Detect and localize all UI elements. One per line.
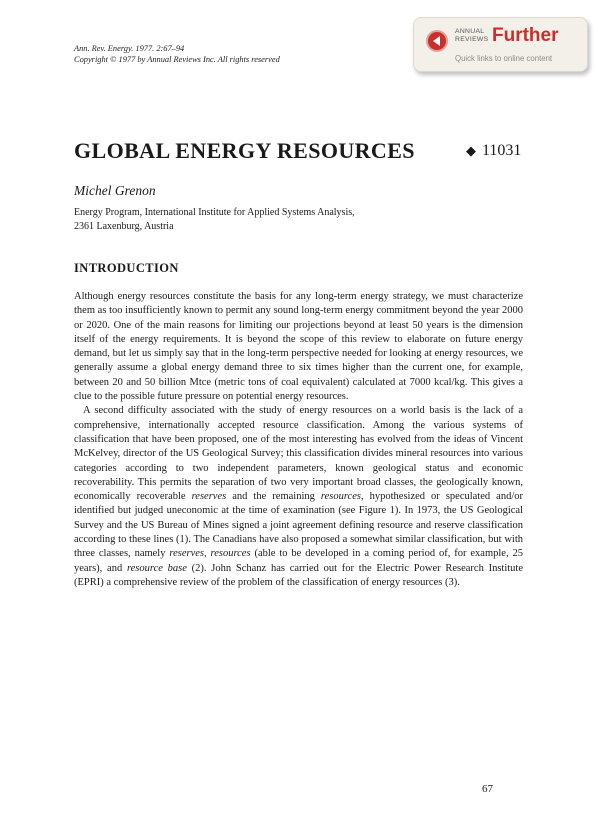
affiliation-line: 2361 Laxenburg, Austria bbox=[74, 220, 174, 232]
term-resource-base: resource base bbox=[126, 562, 187, 574]
page-number: 67 bbox=[482, 783, 493, 795]
body-text bbox=[74, 290, 523, 590]
author-name: Michel Grenon bbox=[74, 183, 156, 198]
paragraph-2-text: hypothesized or speculated and/or identified but judged uneconomic at the time of examination (see Figure 1). In 1973, the US Geological Survey and the US Bureau of Mines signed a joint agreement defining resource and reserve classification according to these lines (1). The Canadians have also proposed a somewhat similar classification, but with three classes, namely bbox=[74, 491, 523, 560]
journal-citation: Ann. Rev. Energy. 1977. 2:67–94 bbox=[74, 44, 185, 53]
paragraph-2-text: (2). John Schanz has carried out for the Electric Power Research Institute (EPRI) a comprehensive review of the problem of the classification of energy resources (3). bbox=[74, 562, 523, 588]
journal-copyright: Copyright © 1977 by Annual Reviews Inc. All rights reserved bbox=[74, 54, 280, 64]
further-badge[interactable] bbox=[413, 17, 588, 72]
article-id-number: 11031 bbox=[482, 142, 522, 159]
author-affiliation bbox=[74, 206, 355, 233]
paragraph-2-text: and the remaining bbox=[226, 491, 321, 503]
paragraph-2-text: (able to be developed in a coming period of, for example, 25 years), and bbox=[74, 548, 523, 574]
article-title: GLOBAL ENERGY RESOURCES bbox=[74, 138, 415, 163]
article-id bbox=[466, 141, 521, 161]
diamond-icon: ◆ bbox=[466, 143, 476, 158]
journal-header bbox=[74, 44, 280, 65]
badge-brand-line2: REVIEWS bbox=[455, 35, 489, 43]
paragraph-2-text: A second difficulty associated with the study of energy resources on a world basis is the lack of a comprehensive, internationally accepted resource classification. Among the various systems of classification that have been proposed, one of the most interesting has evolved from the ideas of Vincent McKelvey, director of the US Geological Survey; this classification divides mineral resources into various categories according to two independent parameters, known geological status and economic recoverability. This permits the separation of two very important broad classes, the geologically known, economically recoverable bbox=[74, 405, 523, 503]
paragraph-1: Although energy resources constitute the basis for any long-term energy strategy, we must characterize them as too insufficiently known to permit any sound long-term energy commitment beyond the year 2000 or 2020. One of the main reasons for limiting our projections beyond at least 50 years is the dimension itself of the energy requirements. It is beyond the scope of this review to elaborate on future energy demand, but let us simply say that in the long-term perspective needed for looking at energy resources, we generally assume a global energy demand three to six times higher than the current one, for example, between 20 and 50 billion Mtce (metric tons of coal equivalent) calculated at 7000 kcal/kg. This gives a clue to the possible future pressure on potential energy resources. bbox=[74, 291, 523, 403]
badge-subtitle-link[interactable]: Quick links to online content bbox=[455, 54, 553, 63]
badge-brand-line1: ANNUAL bbox=[455, 28, 485, 35]
badge-title: Further bbox=[492, 25, 559, 46]
term-resources: resources, bbox=[320, 491, 364, 503]
annual-reviews-logo-icon bbox=[426, 30, 448, 52]
badge-brand bbox=[455, 28, 488, 43]
affiliation-line: Energy Program, International Institute for Applied Systems Analysis, bbox=[74, 207, 355, 218]
paragraph-2 bbox=[74, 404, 523, 590]
term-reserves: reserves bbox=[191, 491, 227, 503]
section-heading: INTRODUCTION bbox=[74, 261, 179, 275]
term-reserves-resources: reserves, resources bbox=[169, 548, 251, 560]
